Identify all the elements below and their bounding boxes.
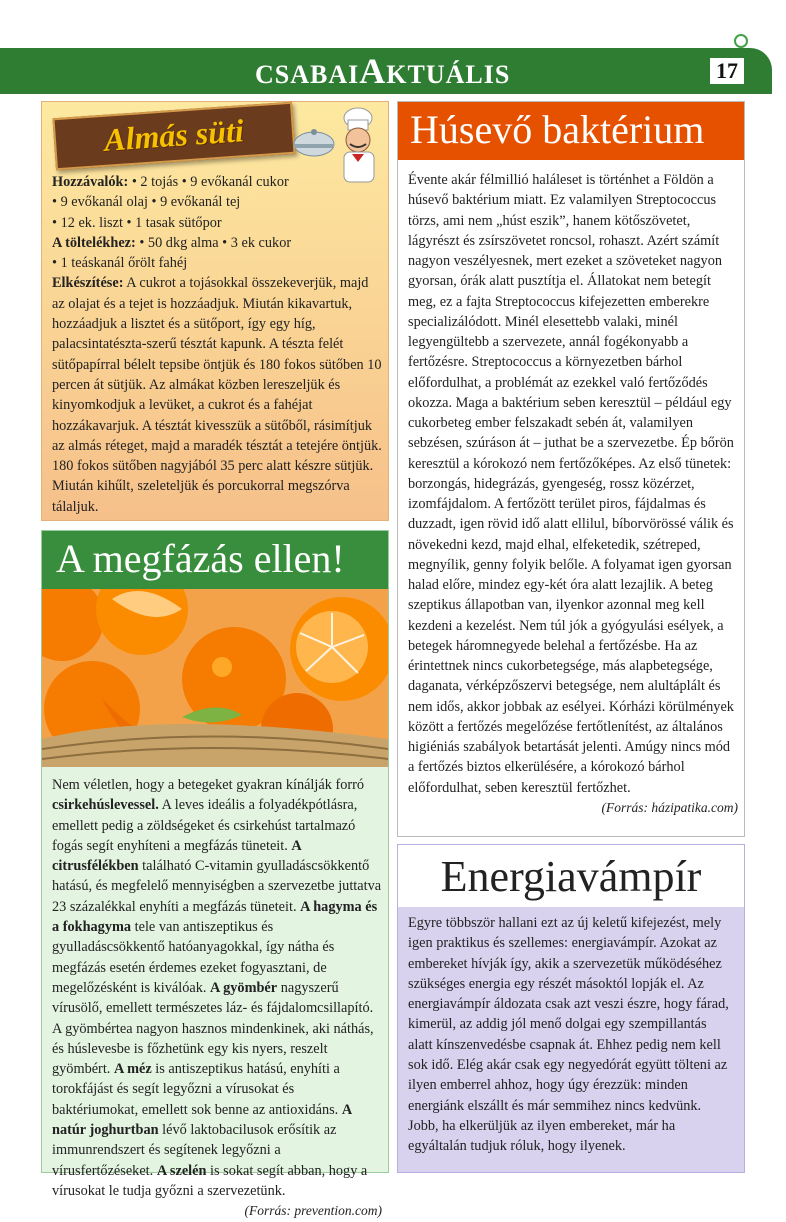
cold-paragraph (52, 775, 382, 1201)
cold-bold-segment: A hagyma és a fokhagyma (52, 898, 378, 936)
bacteria-source: (Forrás: házipatika.com) (601, 799, 738, 815)
swirl-ornament-icon (734, 34, 748, 48)
ingredient-text: • 2 tojás • 9 evőkanál cukor (128, 174, 289, 190)
ingredient-line (52, 253, 382, 273)
bacteria-article (397, 101, 745, 837)
title-initial: A (359, 51, 387, 91)
cold-text-segment: A leves ideális a folyadékpótlásra, emellett pedig a zöldségeket és csirkehúst tartalmazó fogás segít enyhíteni a megfázás tüneteit. (52, 797, 358, 854)
cold-text-segment: is antiszeptikus hatású, enyhíti a torokfájást és segít legyőzni a vírusokat és baktériumokat, emellett sok benne az antioxidáns. (52, 1061, 342, 1118)
cold-text-segment: található C-vitamin gyulladáscsökkentő hatású, és megfelelő mennyiségben a szervezetbe juttatva 23 százalékkal enyhíti a megfázás tüneteit. (52, 858, 382, 915)
cold-header (42, 531, 388, 589)
cold-bold-segment: csirkehúslevessel. (52, 797, 159, 814)
ingredient-text: • 1 teáskanál őrölt fahéj (52, 255, 188, 272)
cold-bold-segment: A gyömbér (210, 979, 278, 996)
cold-text-segment: tele van antiszeptikus és gyulladáscsökkentő hatóanyagokkal, így nátha és megfázás esetén érdemes ezeket fogyasztani, de megelőzésként is kiválóak. (52, 919, 335, 996)
vampire-title: Energiavámpír (440, 852, 702, 901)
cold-body (52, 775, 382, 1222)
cold-bold-segment: A natúr joghurtban (52, 1101, 352, 1139)
cold-bold-segment: A szelén (156, 1162, 207, 1179)
page-number: 17 (710, 58, 744, 84)
cold-text-segment: is sokat segít abban, hogy a vírusokat le tudja győzni a szervezetünk. (52, 1162, 368, 1199)
method-text: A cukrot a tojásokkal összekeverjük, majd az olajat és a tejet is hozzáadjuk. Miután kikavartuk, hozzáadjuk a lisztet és a sütőport, így egy híg, palacsintatészta-szerű tésztát kapunk. A tészta felét sütőpapírral bélelt tepsibe öntjük és 180 fokos sütőben 10 percen át sütjük. Az almákat közben lereszeljük és kinyomkodjuk a levüket, a cukrot és a fahéjat hozzákavarjuk. A tésztát kivesszük a sütőből, rásimítjuk az almás réteget, majd a maradék tésztát a tetejére öntjük. 180 fokos sütőben nagyjából 35 perc alatt készre sütjük. Miután kihűlt, szeleteljük és porcukorral megszórva tálaljuk. (52, 275, 382, 515)
title-part1: CSABAI (255, 60, 360, 89)
cold-bold-segment: A citrusfélékben (52, 837, 301, 875)
recipe-box (41, 101, 389, 521)
recipe-title-board (52, 102, 295, 171)
magazine-title (255, 50, 510, 92)
ingredient-label: Hozzávalók: (52, 174, 129, 190)
vampire-paragraph: Egyre többször hallani ezt az új keletű kifejezést, mely igen praktikus és szellemes: energiavámpír. Azokat az embereket hívják így, akik a szervezetük működéséhez szükséges energia egy részét másoktól lopják el. Az energiavámpír áldozata csak azt veszi észre, hogy fárad, kimerül, az addig jól menő dolgai egy szempillantás alatt kínszenvedésbe csapnak át. Ehhez pedig nem kell sok idő. Elég akár csak egy negyedórát együtt tölteni az ilyen emberrel ahhoz, hogy úgy érezzük: minden energiánk elszállt és már semmihez nincs kedvünk. Jobb, ha elkerüljük az ilyen embereket, már ha egyáltalán tudjuk róluk, hogy ilyenek. (408, 915, 729, 1155)
cold-title: A megfázás ellen! (56, 536, 345, 581)
ingredient-line (52, 192, 382, 212)
oranges-photo (42, 589, 388, 767)
cold-bold-segment: A méz (113, 1061, 152, 1078)
method-paragraph (52, 273, 382, 517)
bacteria-header (398, 102, 744, 160)
cold-text-segment: Nem véletlen, hogy a betegeket gyakran kínálják forró (52, 777, 365, 793)
cold-article (41, 530, 389, 1219)
title-part2: KTUÁLIS (386, 60, 511, 89)
vampire-body (398, 907, 744, 1172)
page-header (0, 48, 772, 94)
bacteria-paragraph: Évente akár félmillió haláleset is történhet a Földön a húsevő baktérium miatt. Ez valamilyen Streptococcus törzs, ami nem „húst eszik”, hanem kötőszövetet, lágyrészt és zsírszövetet roncsol, rohaszt. Azért számít nagyon veszélyesnek, mert ezeket a szöveteket nagyon gyorsan, órák alatt pusztítja el. Állatokat nem betegít meg, ez a fajta Streptococcus kifejezetten emberekre specializálódott. Minél elesettebb valaki, minél legyengültebb a szervezete, annál fogékonyabb a fertőzésre. Streptococcus a környezetben bárhol előfordulhat, a problémát az ezekkel való fertőződés okozza. Maga a baktérium seben keresztül – például egy cukorbeteg ember felszakadt sebén át, valamilyen sebzésen, szúráson át – juthat be a szervezetbe. Ép bőrön keresztül a kórokozó nem fertőzőképes. Az első tünetek: borzongás, hidegrázás, gyengeség, rossz közérzet, izomfájdalom. A fertőzött terület piros, fájdalmas és duzzadt, igen rövid idő alatt ellilul, bíborvörössé válik és növekedni kezd, majd elhal, elfeketedik, szétreped, megnyílik, genny folyik belőle. A folyamat igen gyorsan halad előre, mindez egy-két óra alatt lezajlik. A beteg szeptikus állapotban van, ilyenkor azonnal meg kell kezdeni a kezelést. Nem túl jók a gyógyulási esélyek, a betegek háromnegyede belehal a fertőzésbe. Ha az érintettnek nincs cukorbetegsége, más alapbetegsége, daganata, vérképzőszervi betegsége, nem alultáplált és nem idős, akkor jobbak az esélyei. Kórházi körülmények között a fertőzés megelőzése fertőtlenítést, az általános higiéniás szabályok betartását jelenti. Amúgy nincs mód a fertőzés biztos elkerülésére, a kórokozó bárhol előfordulhat, seben keresztül fertőzhet. (408, 172, 734, 796)
ingredient-text: • 9 evőkanál olaj • 9 evőkanál tej (52, 194, 241, 211)
vampire-article (397, 844, 745, 1173)
ingredient-label: A töltelékhez: (52, 234, 136, 251)
ingredient-line (52, 233, 382, 253)
oranges-image-icon (42, 589, 388, 767)
recipe-title: Almás süti (103, 112, 245, 158)
bacteria-body (408, 170, 738, 818)
ingredient-text: • 12 ek. liszt • 1 tasak sütőpor (52, 214, 222, 231)
method-label: Elkészítése: (52, 275, 124, 292)
cold-text-segment: lévő laktobacilusok erősítik az immunrendszert és segítenek legyőzni a vírusfertőzéseket. (52, 1122, 337, 1179)
recipe-body (52, 172, 382, 517)
bacteria-title: Húsevő baktérium (410, 107, 705, 152)
ingredient-text: • 50 dkg alma • 3 ek cukor (135, 234, 292, 251)
ingredient-line (52, 213, 382, 233)
cold-source: (Forrás: prevention.com) (244, 1203, 382, 1219)
ingredient-line (52, 172, 382, 192)
cold-text-segment: nagyszerű vírusölő, emellett természetes láz- és fájdalomcsillapító. A gyömbértea nagyon hasznos mindenkinek, aki náthás, és húslevesbe is főzhetünk egy kis nyers, reszelt gyömbért. (52, 979, 374, 1078)
